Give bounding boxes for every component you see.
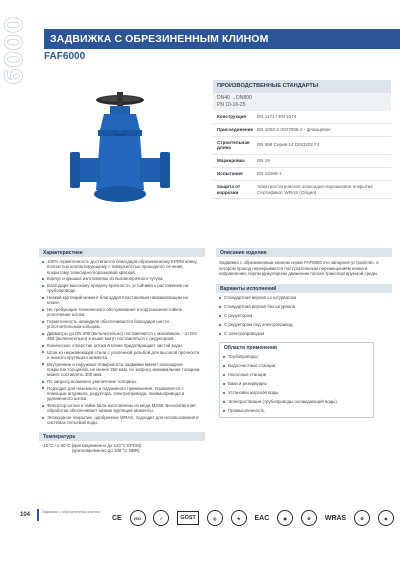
row-value: EN 558 Серия 14 DIN3202 F4	[255, 136, 391, 155]
page-number: 104	[20, 512, 31, 518]
applications-heading: Области применения	[224, 345, 277, 352]
applications-box	[219, 342, 374, 418]
row-key: Строительная длина	[213, 136, 255, 155]
iso-cert-icon: ISO	[130, 510, 146, 526]
tuv-cert-icon: ◎	[207, 510, 223, 526]
list-item: Электростанции (трубопроводы охлаждающей воды)	[223, 399, 370, 404]
approval-cert-icon: ◈	[378, 510, 394, 526]
list-item: Диаметры до DN 300 (включительно) поставляются с маховиком, - от DN 350 (включительно) и выше могут поставляться с редуктором.	[42, 331, 202, 342]
water-cert-icon: ◉	[277, 510, 293, 526]
gost-cert-icon: GOST	[177, 511, 199, 525]
wras-logo-icon: WRAS	[324, 514, 347, 522]
list-item: Установки морской воды	[223, 390, 370, 395]
list-item: Шток из нержавеющей стали с усиленной резьбой для высокой прочности и низкого крутящего момента.	[42, 350, 202, 361]
row-key: Испытания	[213, 167, 255, 180]
description-text: Задвижка с обрезиненным клином серии FAF6000 это запорное устройство, в котором проход перекрывается поступательным перемещением клина в направлении, перпендикулярном движению потока транспортируемой среды.	[219, 260, 379, 277]
list-item: С редуктором	[219, 313, 389, 318]
footer-divider	[37, 509, 39, 521]
title-bar	[44, 29, 400, 49]
standards-range	[213, 93, 391, 111]
characteristics-list	[39, 257, 205, 426]
list-item: Трубопроводы	[223, 354, 370, 359]
list-item: По запросу возможно увеличение толщины.	[42, 379, 202, 384]
quality-cert-icon: ✓	[153, 510, 169, 526]
gate-valve-image	[70, 90, 170, 215]
standards-table	[213, 111, 391, 199]
row-value: EN 1171 / EN 1074	[255, 111, 391, 123]
list-item: Внутренние и наружные поверхности задвижки имеют эпоксидное покрытие толщиной, не менее 250 мкм, по запросу минимальная толщина может составлять 300 мкм.	[42, 362, 202, 378]
description-section	[216, 248, 392, 418]
characteristics-section	[39, 248, 205, 456]
standard-cert-icon: ★	[231, 510, 247, 526]
table-row	[213, 155, 391, 168]
environment-cert-icon: ✿	[301, 510, 317, 526]
row-value: EN 1092-2 ISO7005-2 - фланцевое	[255, 123, 391, 136]
dn-range: DN40 →DN800	[217, 95, 252, 101]
list-item: Баки и резервуары	[223, 381, 370, 386]
pn-range: PN 10-16-25	[217, 101, 246, 108]
list-item: Корпус и крышка изготовлены из высокопрочного чугуна.	[42, 276, 202, 281]
row-key: Присоединение	[213, 123, 255, 136]
eac-mark-icon: EAC	[254, 514, 270, 522]
description-heading: Описание изделия	[216, 248, 392, 257]
standards-panel	[213, 80, 391, 199]
certification-logos	[112, 508, 394, 528]
table-row	[213, 136, 391, 155]
temperature-heading: Температура	[39, 432, 205, 441]
list-item: Фиксатор штока и гайки вала изготовлены из меди MS58. Бесконтактная обработка обеспечивает низкие крутящие моменты.	[42, 403, 202, 414]
list-item: Подходит для наземного и подземного применения. Управляется с помощью штурвала, редуктора, электропривода, пневмопривода и удлиненного штока.	[42, 386, 202, 402]
table-row	[213, 167, 391, 180]
row-key: Конструкция	[213, 111, 255, 123]
temperature-line-1: -10°C / ≤ 80°C (кратковременно до 120°C EPDM)	[42, 442, 142, 448]
row-key: Маркировка	[213, 155, 255, 168]
footer-note: Задвижки с обрезиненным клином	[42, 510, 100, 514]
applications-list	[220, 352, 373, 413]
ce-mark-icon: CE	[112, 514, 122, 522]
versions-list	[216, 293, 392, 336]
row-key: Защита от коррозии	[213, 180, 255, 199]
characteristics-heading: Характеристики	[39, 248, 205, 257]
list-item: Промышленность	[223, 408, 370, 413]
table-row	[213, 123, 391, 136]
list-item: Стандартная версия со штурвалом	[219, 295, 389, 300]
row-value: EN 19	[255, 155, 391, 168]
table-row	[213, 180, 391, 199]
side-series-number: 6000	[0, 16, 28, 85]
list-item: Коническое отверстие штока в клине предотвращает застой воды.	[42, 343, 202, 348]
list-item: Низкий крутящий момент благодаря пластиковым направляющим на клине.	[42, 295, 202, 306]
table-row	[213, 111, 391, 123]
list-item: С электроприводом	[219, 331, 389, 336]
product-code: FAF6000	[44, 51, 86, 62]
list-item: С редуктором под электропривод	[219, 322, 389, 327]
row-value: EN 12266-1	[255, 167, 391, 180]
list-item: Водоочистные станции	[223, 363, 370, 368]
list-item: Насосные станции	[223, 372, 370, 377]
list-item: Герметичность шпинделя обеспечивается благодаря шести уплотнительным кольцам.	[42, 319, 202, 330]
list-item: Эпоксидное покрытие, одобренное WRAS, подходит для использования в системах питьевой воды.	[42, 415, 202, 426]
standards-heading: ПРОИЗВОДСТВЕННЫЕ СТАНДАРТЫ	[213, 80, 391, 93]
row-value: Электростатическое эпоксидно-порошковое покрытие Сертификат WRAS (Опция)	[255, 180, 391, 199]
safety-cert-icon: ⚙	[354, 510, 370, 526]
page-title: ЗАДВИЖКА С ОБРЕЗИНЕННЫМ КЛИНОМ	[50, 33, 269, 45]
list-item: Не требующие технического обслуживания и коррозионностойкое уплотнение штока.	[42, 307, 202, 318]
list-item: 100% герметичность достигается благодаря обрезиненному EPDM клину, полностью контактирующему с поверхностью проходного сечения, покрытому эпоксидно-порошковой краской.	[42, 259, 202, 275]
temperature-values	[39, 441, 205, 456]
list-item: Благодаря высокому пределу прочности, устойчива к растяжению на трубопроводе.	[42, 283, 202, 294]
versions-heading: Варианты исполнений	[216, 284, 392, 293]
temperature-line-2: (кратковременно до 100 °C NBR)	[72, 448, 140, 454]
list-item: Стандартная версия без штурвала	[219, 304, 389, 309]
